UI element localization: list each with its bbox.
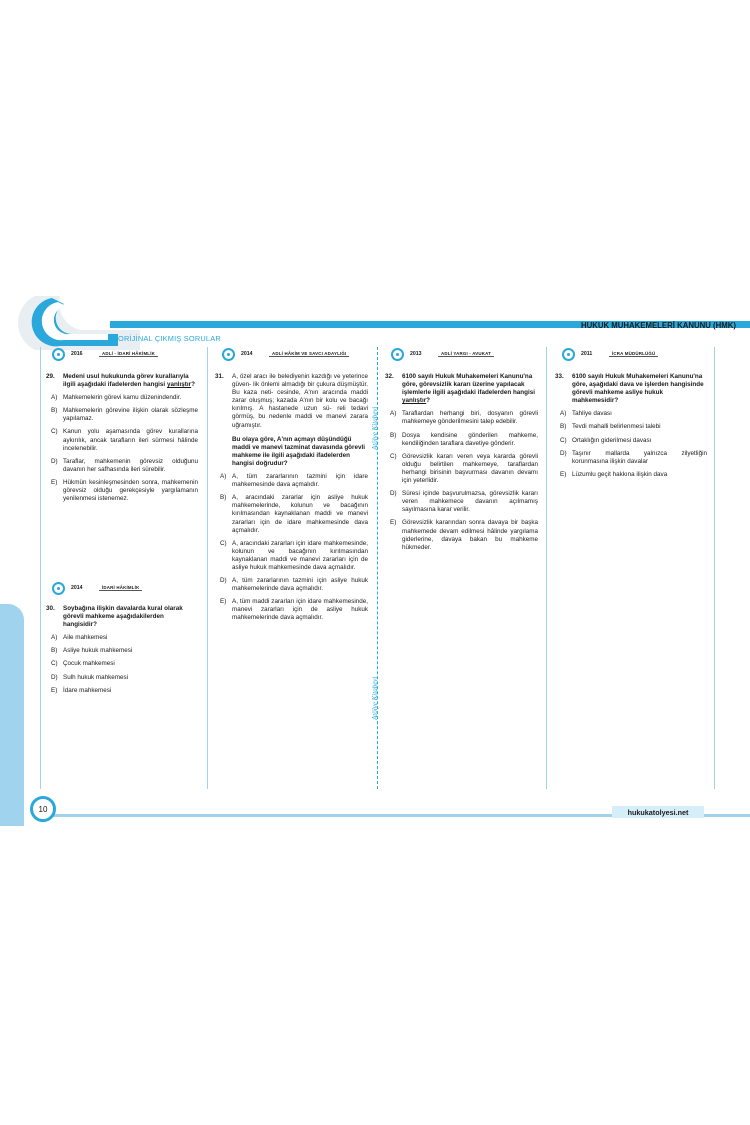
question-number: 33. <box>555 373 564 380</box>
option: D) Sulh hukuk mahkemesi <box>51 673 129 681</box>
badge-year: 2014 <box>241 351 253 357</box>
badge-exam: ADLİ - İDARİ HÂKİMLİK <box>99 351 158 357</box>
question-33 <box>555 373 707 484</box>
option: A) Taraflardan herhangi biri, dosyanın görevli mahkemeye gönderilmesini talep edebilir. <box>390 410 538 426</box>
option: D) A, tüm zararlarının tazmini için asliye hukuk mahkemelerinde dava açmalıdır. <box>220 577 368 593</box>
left-side-tab <box>0 604 24 826</box>
column-border <box>40 347 41 789</box>
badge-year: 2016 <box>71 351 83 357</box>
column-border <box>546 347 547 789</box>
website-badge[interactable] <box>612 806 704 818</box>
option: E) İdare mahkemesi <box>51 686 112 694</box>
badge-icon <box>562 348 575 361</box>
question-30 <box>46 605 198 700</box>
option: B) A, aracındaki zararlar için asliye hukuk mahkemelerinde, kolunun ve bacağının kırılmasından kaynaklanan maddi ve manevi zararları için de idare mahkemesinde dava açmalıdır. <box>220 494 368 534</box>
option: D) Taşınır mallarda yalnızca zilyetliğin korunmasına ilişkin davalar <box>560 449 707 465</box>
option: C) Görevsizlik kararı veren veya kararda görevli olduğu belirtilen mahkemeye, taraflardan herhangi birisinin başvurması davanın devamı için yeterlidir. <box>390 452 538 485</box>
question-stem: 6100 sayılı Hukuk Muhakemeleri Kanunu'na göre, aşağıdaki dava ve işlerden hangisinde görevli mahkeme asliye hukuk mahkemesidir? <box>572 373 704 405</box>
exam-badge <box>222 347 349 361</box>
badge-year: 2011 <box>581 351 593 357</box>
option: C) Çocuk mahkemesi <box>51 660 115 668</box>
page-title: HUKUK MUHAKEMELERİ KANUNU (HMK) <box>580 321 736 330</box>
question-stem: Soybağına ilişkin davalarda kural olarak görevli mahkeme aşağıdakilerden hangisidir? <box>63 605 183 629</box>
badge-icon <box>52 582 65 595</box>
question-number: 31. <box>215 373 224 380</box>
option: A) Tahliye davası <box>560 410 612 418</box>
badge-icon <box>52 348 65 361</box>
question-number: 30. <box>46 605 55 612</box>
option: E) Lüzumlu geçit hakkına ilişkin dava <box>560 470 668 478</box>
option: E) Hükmün kesinleşmesinden sonra, mahkemenin görevsiz olduğu gerekçesiyle yargılamanın yenilenmesi istenemez. <box>51 478 198 503</box>
badge-year: 2014 <box>71 585 83 591</box>
question-number: 32. <box>385 373 394 380</box>
section-label: ORİJİNAL ÇIKMIŞ SORULAR <box>118 334 221 343</box>
option: A) Mahkemelerin görevi kamu düzenindendir. <box>51 394 182 402</box>
question-number: 29. <box>46 373 55 380</box>
option: C) Ortaklığın giderilmesi davası <box>560 436 652 444</box>
option: D) Taraflar, mahkemenin görevsiz olduğunu davanın her safhasında ileri sürebilir. <box>51 457 198 473</box>
option: A) Aile mahkemesi <box>51 634 108 642</box>
option: C) Kanun yolu aşamasında görev kurallarına aykırılık, ancak tarafların ileri sürmesi hâlinde incelenebilir. <box>51 428 198 452</box>
question-29 <box>46 373 198 508</box>
badge-exam: ADLİ HÂKİM VE SAVCI ADAYLIĞI <box>269 351 349 357</box>
option: B) Tevdi mahalli belirlenmesi talebi <box>560 423 661 431</box>
question-passage: A, özel aracı ile belediyenin kazdığı ve yeterince güven- lik önlemi almadığı bir çukura düşmüştür. Bu kaza neti- cesinde, A'nın aracında maddi zarar oluşmuş; kazada A'nın bir kolu ve bacağı kırılmış. A hastanede uzun sü- reli tedavi görmüş, bu nedenle maddi ve manevi zarara uğramıştır. <box>232 373 368 429</box>
exam-badge <box>562 347 658 361</box>
option: E) A, tüm maddi zararları için idare mahkemesinde, manevi zararları için de asliye hukuk mahkemelerinde dava açmalıdır. <box>220 598 368 622</box>
column-border <box>714 347 715 789</box>
page-number: 10 <box>38 804 48 814</box>
badge-icon <box>222 348 235 361</box>
side-mark: Atölye Kitabevi <box>371 406 379 450</box>
exam-badge <box>52 347 158 361</box>
option: D) Süresi içinde başvurulmazsa, görevsizlik kararı veren mahkemece davanın açılmamış sayılmasına karar verilir. <box>390 490 538 514</box>
question-stem: Medeni usul hukukunda görev kurallarıyla ilgili aşağıdaki ifadelerden hangisi yanlıştır? <box>63 373 195 389</box>
website-link[interactable]: hukukatolyesi.net <box>627 807 689 817</box>
option: B) Dosya kendisine gönderilen mahkeme, kendiliğinden taraflara davetiye gönderir. <box>390 431 538 447</box>
badge-exam: ADLİ YARGI - AVUKAT <box>438 351 494 357</box>
option: C) A, aracındaki zararları için idare mahkemesinde, kolunun ve bacağının kırılmasından kaynaklanan maddi ve manevi zararları için de asliye hukuk mahkemesinde dava açmalıdır. <box>220 539 368 571</box>
page-number-circle <box>30 796 56 822</box>
badge-exam: İDARİ HÂKİMLİK <box>99 585 142 591</box>
option: B) Mahkemelerin görevine ilişkin olarak sözleşme yapılamaz. <box>51 407 198 423</box>
exam-badge <box>52 581 142 595</box>
badge-year: 2013 <box>410 351 422 357</box>
option: A) A, tüm zararlarının tazmini için idare mahkemesinde dava açmalıdır. <box>220 473 368 489</box>
badge-icon <box>391 348 404 361</box>
question-32 <box>385 373 538 557</box>
exam-badge <box>391 347 494 361</box>
option: B) Asliye hukuk mahkemesi <box>51 647 133 655</box>
side-mark: Atölye Kitabevi <box>371 676 379 720</box>
option: E) Görevsizlik kararından sonra davaya bir başka mahkemede devam edilmesi hâlinde yargılama giderlerine, davaya bakan bu mahkeme hükmeder. <box>390 519 538 551</box>
question-stem: 6100 sayılı Hukuk Muhakemeleri Kanunu'na göre, görevsizlik kararı üzerine yapılacak işlemlerle ilgili aşağıdaki ifadelerden hangisi yanlıştır? <box>402 373 535 405</box>
question-stem: Bu olaya göre, A'nın açmayı düşündüğü maddi ve manevi tazminat davasında görevli mahkeme ile ilgili aşağıdaki ifadelerden hangisi doğrudur? <box>232 435 365 467</box>
badge-exam: İCRA MÜDÜRLÜĞÜ <box>609 351 658 357</box>
column-border <box>207 347 208 789</box>
question-31 <box>215 373 368 628</box>
